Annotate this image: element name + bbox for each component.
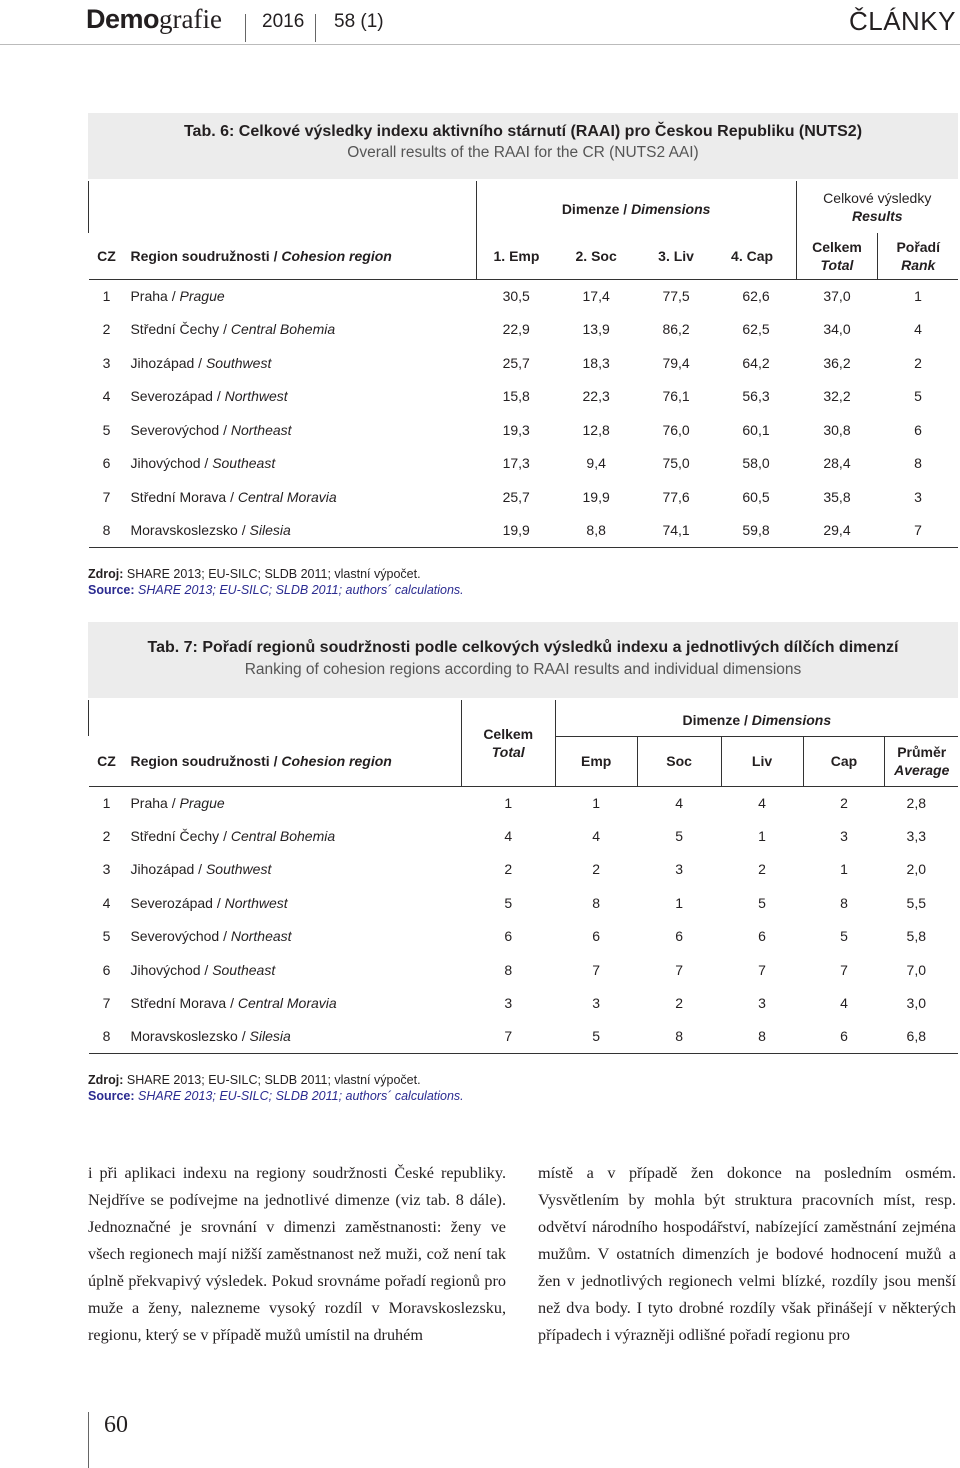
cell-emp: 4: [592, 828, 601, 845]
footer-divider: [88, 1412, 89, 1468]
t7-col-avg: [885, 736, 958, 786]
cell-liv: 1: [758, 828, 766, 845]
cell-soc: 5: [675, 828, 683, 845]
region-name-cz: Střední Morava /: [130, 995, 238, 1012]
section-title: ČLÁNKY: [848, 6, 956, 36]
region-name-en: Southwest: [205, 861, 272, 878]
cell-total: 2: [504, 861, 513, 878]
journal-logo: [86, 4, 222, 35]
row-number: 7: [102, 488, 111, 505]
t7-dim-en: Dimensions: [751, 711, 832, 728]
source-text: SHARE 2013; EU-SILC; SLDB 2011; vlastní výpočet.: [123, 1073, 421, 1087]
cell-total: 37,0: [823, 288, 851, 304]
region-name: [124, 480, 476, 514]
table-row: [89, 480, 959, 514]
cell-total: 32,2: [823, 388, 851, 405]
header-divider: [245, 14, 246, 42]
page-number: 60: [104, 1412, 128, 1438]
cell-liv: 75,0: [662, 455, 690, 472]
logo-light: grafie: [159, 4, 222, 34]
source-text: SHARE 2013; EU-SILC; SLDB 2011; authors´ calculations.: [134, 1089, 464, 1103]
table6-source: [88, 566, 464, 598]
t7-col-total: [461, 700, 555, 786]
t7-col-soc: Soc: [637, 736, 721, 786]
t7-col-liv: Liv: [721, 736, 803, 786]
region-name-en: Northwest: [224, 894, 288, 911]
table7-body: [89, 786, 959, 1053]
table6-source-cz: [88, 566, 464, 582]
region-name-en: Southeast: [212, 961, 276, 978]
region-name-en: Silesia: [249, 522, 291, 538]
table-row: [89, 853, 959, 886]
cell-emp: 15,8: [502, 388, 530, 405]
results-cz: Celkové výsledky: [823, 190, 932, 206]
source-text: SHARE 2013; EU-SILC; SLDB 2011; vlastní výpočet.: [123, 567, 421, 581]
t7-total-cz: Celkem: [483, 725, 534, 742]
cell-liv: 76,1: [662, 388, 690, 405]
col-total: [796, 233, 878, 279]
table7-source-cz: [88, 1072, 464, 1088]
row-number: 4: [102, 388, 111, 405]
cell-cap: 8: [840, 894, 848, 911]
col-total-cz: Celkem: [812, 238, 862, 255]
logo-bold: Demo: [86, 4, 160, 34]
cell-emp: 2: [592, 861, 601, 878]
col-soc: 2. Soc: [556, 233, 636, 279]
region-name-cz: Střední Čechy /: [130, 321, 231, 338]
cell-soc: 13,9: [582, 321, 610, 338]
cell-total: 8: [504, 961, 513, 978]
table6: [88, 181, 958, 548]
row-number: 2: [102, 321, 111, 338]
cell-liv: 3: [758, 995, 766, 1012]
cell-avg: 3,3: [906, 828, 926, 845]
col-region: [124, 233, 476, 279]
cell-cap: 4: [840, 995, 848, 1012]
row-number: 5: [102, 421, 111, 438]
cell-cap: 58,0: [742, 455, 770, 472]
cell-emp: 8: [592, 894, 601, 911]
region-name-en: Silesia: [249, 1028, 291, 1045]
region-name-en: Northeast: [230, 928, 292, 945]
row-number: 6: [102, 961, 111, 978]
region-name: [124, 819, 461, 852]
cell-cap: 7: [840, 961, 848, 978]
region-name-cz: Moravskoslezsko /: [130, 1028, 250, 1045]
row-number: 8: [89, 1020, 125, 1053]
body-column-left: i při aplikaci indexu na regiony soudržnosti České republiky. Nejdříve se podívejme na jednotlivé dimenze (viz tab. 8 dále). Jednoznačné je srovnání v dimenzi zaměstnanosti: ženy ve všech regionech mají nižší zaměstnanost než muži, což není tak úplně překvapivý výsledek. Pokud srovnáme pořadí regionů pro muže a ženy, nalezneme vysoký rozdíl v Moravskoslezsku, regionu, který se v případě mužů umístil na druhém: [88, 1164, 506, 1344]
col-rank-cz: Pořadí: [896, 238, 941, 255]
cell-emp: 19,3: [502, 421, 530, 438]
region-name-cz: Jihovýchod /: [130, 455, 213, 472]
cell-soc: 12,8: [582, 421, 610, 438]
region-name: [124, 986, 461, 1019]
source-label: Zdroj:: [88, 1073, 124, 1087]
region-name-en: Southwest: [205, 354, 272, 371]
region-name: [124, 346, 476, 380]
cell-cap: 5: [840, 928, 848, 945]
region-name: [124, 447, 476, 481]
region-name-cz: Moravskoslezsko /: [130, 522, 250, 538]
t7-dimensions-header: [555, 700, 958, 736]
cell-soc: 8: [637, 1020, 721, 1053]
region-name-en: Central Moravia: [237, 488, 337, 505]
t7-region-cz: Region soudružnosti /: [130, 752, 282, 769]
region-name-en: Central Bohemia: [230, 321, 336, 338]
row-number: 8: [89, 514, 125, 548]
cell-emp: 17,3: [502, 455, 530, 472]
col-cz: CZ: [89, 233, 125, 279]
cell-liv: 2: [758, 861, 766, 878]
cell-liv: 77,6: [662, 488, 690, 505]
region-name-cz: Střední Čechy /: [130, 828, 231, 845]
cell-soc: 18,3: [582, 354, 610, 371]
cell-avg: 3,0: [906, 995, 926, 1012]
cell-soc: 4: [675, 794, 683, 811]
region-name-en: Prague: [179, 794, 225, 811]
region-name: [124, 853, 461, 886]
table-row: [89, 514, 959, 548]
t7-dim-cz: Dimenze /: [682, 711, 752, 728]
cell-rank: 5: [914, 388, 922, 405]
cell-total: 4: [504, 828, 513, 845]
row-number: 1: [102, 794, 111, 811]
cell-emp: 30,5: [502, 288, 530, 304]
table7-source-en: [88, 1088, 464, 1104]
region-name-en: Northeast: [230, 421, 292, 438]
table-row: [89, 920, 959, 953]
region-name: [124, 380, 476, 414]
region-name: [124, 279, 476, 313]
t7-col-cz: CZ: [89, 736, 125, 786]
table7-caption: [88, 622, 958, 698]
region-name-cz: Jihozápad /: [130, 861, 206, 878]
cell-soc: 6: [675, 928, 683, 945]
cell-avg: 5,8: [906, 928, 926, 945]
t7-total-en: Total: [491, 743, 525, 760]
region-name: [124, 786, 461, 819]
row-number: 1: [102, 288, 111, 304]
table-row: [89, 953, 959, 986]
cell-rank: 3: [914, 488, 922, 505]
cell-total: 34,0: [823, 321, 851, 338]
table-row: [89, 786, 959, 819]
cell-cap: 2: [840, 794, 848, 811]
table-row: [89, 986, 959, 1019]
table-row: [89, 313, 959, 347]
table-row: [89, 886, 959, 919]
cell-avg: 5,5: [906, 894, 926, 911]
table7-source: [88, 1072, 464, 1104]
row-number: 6: [102, 455, 111, 472]
cell-liv: 76,0: [662, 421, 690, 438]
cell-rank: 7: [878, 514, 958, 548]
region-name-en: Central Moravia: [237, 995, 337, 1012]
cell-soc: 2: [675, 995, 683, 1012]
cell-cap: 62,5: [742, 321, 770, 338]
t7-region-en: Cohesion region: [281, 752, 392, 769]
dim-en: Dimensions: [631, 201, 711, 217]
col-total-en: Total: [820, 256, 854, 273]
source-label: Source:: [88, 583, 135, 597]
region-name-en: Prague: [179, 288, 225, 304]
table6-results-header: [796, 181, 958, 233]
cell-total: 35,8: [823, 488, 851, 505]
cell-rank: 4: [914, 321, 922, 338]
region-name-en: Southeast: [212, 455, 276, 472]
body-column-right: místě a v případě žen dokonce na posledním osmém. Vysvětlením by mohla být struktura pracovních míst, resp. odvětví národního hospodářství, nabízející zaměstnání zejména mužům. V ostatních dimenzích je bodové hodnocení mužů a žen v jednotlivých regionech velmi blízké, rozdíly jsou menší než dva body. I tyto drobné rozdíly však přinášejí v některých případech i výrazněji odlišné pořadí regionu pro: [538, 1164, 956, 1344]
table6-caption-cz: Tab. 6: Celkové výsledky indexu aktivního stárnutí (RAAI) pro Českou Republiku (NUTS2): [183, 123, 863, 140]
cell-cap: 60,5: [742, 488, 770, 505]
cell-liv: 6: [758, 928, 766, 945]
t7-col-region: [124, 736, 461, 786]
cell-total: 6: [504, 928, 513, 945]
cell-total: 29,4: [796, 514, 878, 548]
cell-liv: 8: [721, 1020, 803, 1053]
table-row: [89, 346, 959, 380]
source-text: SHARE 2013; EU-SILC; SLDB 2011; authors´ calculations.: [134, 583, 464, 597]
header-rule: [0, 44, 960, 45]
table6-body: [89, 279, 959, 547]
region-name-cz: Severozápad /: [130, 388, 225, 405]
row-number: 3: [102, 861, 111, 878]
region-name: [124, 886, 461, 919]
row-number: 7: [102, 995, 111, 1012]
header-year: 2016: [262, 11, 305, 32]
row-number: 4: [102, 894, 111, 911]
region-name-cz: Praha /: [130, 288, 180, 304]
col-region-en: Cohesion region: [281, 247, 392, 264]
cell-cap: 64,2: [742, 354, 770, 371]
table7-caption-cz: Tab. 7: Pořadí regionů soudržnosti podle celkových výsledků indexu a jednotlivých dílčích dimenzí: [147, 639, 899, 656]
cell-avg: 7,0: [906, 961, 926, 978]
t7-col-emp: Emp: [555, 736, 637, 786]
cell-total: 28,4: [823, 455, 851, 472]
cell-cap: 1: [840, 861, 848, 878]
cell-soc: 1: [675, 894, 683, 911]
region-name: [124, 1020, 461, 1053]
table6-caption-en: Overall results of the RAAI for the CR (NUTS2 AAI): [347, 144, 699, 161]
cell-rank: 1: [914, 288, 922, 304]
cell-cap: 62,6: [742, 288, 770, 304]
cell-soc: 19,9: [582, 488, 610, 505]
cell-emp: 5: [555, 1020, 637, 1053]
table-row: [89, 413, 959, 447]
cell-total: 5: [504, 894, 513, 911]
cell-soc: 22,3: [582, 388, 610, 405]
cell-avg: 6,8: [885, 1020, 958, 1053]
region-name: [124, 413, 476, 447]
region-name-cz: Střední Morava /: [130, 488, 238, 505]
region-name-en: Central Bohemia: [230, 828, 336, 845]
results-en: Results: [851, 208, 903, 224]
t7-avg-cz: Průměr: [897, 744, 947, 760]
region-name-cz: Praha /: [130, 794, 180, 811]
cell-cap: 3: [840, 828, 848, 845]
cell-total: 7: [461, 1020, 555, 1053]
cell-emp: 7: [592, 961, 601, 978]
table-row: [89, 279, 959, 313]
table6-dimensions-header: [476, 181, 796, 233]
cell-soc: 9,4: [586, 455, 606, 472]
region-name: [124, 920, 461, 953]
table-row: [89, 447, 959, 481]
cell-emp: 6: [592, 928, 601, 945]
col-cap: 4. Cap: [716, 233, 796, 279]
row-number: 5: [102, 928, 111, 945]
cell-avg: 2,0: [906, 861, 926, 878]
region-name-en: Northwest: [224, 388, 288, 405]
dim-cz: Dimenze /: [561, 201, 632, 217]
row-number: 3: [102, 354, 111, 371]
cell-cap: 6: [803, 1020, 885, 1053]
cell-cap: 59,8: [716, 514, 796, 548]
header-volume: 58 (1): [334, 11, 384, 32]
region-name-cz: Severozápad /: [130, 894, 225, 911]
cell-rank: 2: [914, 354, 922, 371]
t7-avg-en: Average: [894, 762, 950, 778]
cell-soc: 7: [675, 961, 683, 978]
col-region-cz: Region soudružnosti /: [130, 247, 282, 264]
region-name-cz: Jihozápad /: [130, 354, 206, 371]
cell-avg: 2,8: [906, 794, 926, 811]
cell-rank: 8: [914, 455, 922, 472]
cell-liv: 4: [758, 794, 766, 811]
cell-liv: 79,4: [662, 354, 690, 371]
cell-total: 30,8: [823, 421, 851, 438]
cell-total: 36,2: [823, 354, 851, 371]
table-row: [89, 380, 959, 414]
source-label: Source:: [88, 1089, 135, 1103]
cell-emp: 25,7: [502, 354, 530, 371]
cell-soc: 17,4: [582, 288, 610, 304]
col-rank: [878, 233, 958, 279]
cell-emp: 19,9: [476, 514, 556, 548]
page-header: [0, 0, 960, 42]
table7: [88, 700, 958, 1054]
cell-soc: 8,8: [556, 514, 636, 548]
cell-liv: 77,5: [662, 288, 690, 304]
header-divider: [315, 14, 316, 42]
table-row: [89, 1020, 959, 1053]
region-name: [124, 514, 476, 548]
row-number: 2: [102, 828, 111, 845]
cell-total: 1: [504, 794, 513, 811]
table7-caption-en: Ranking of cohesion regions according to RAAI results and individual dimensions: [244, 661, 802, 678]
region-name-cz: Severovýchod /: [130, 421, 231, 438]
region-name: [124, 953, 461, 986]
cell-liv: 86,2: [662, 321, 690, 338]
cell-emp: 25,7: [502, 488, 530, 505]
source-label: Zdroj:: [88, 567, 124, 581]
cell-cap: 56,3: [742, 388, 770, 405]
cell-emp: 1: [592, 794, 601, 811]
cell-total: 3: [504, 995, 513, 1012]
region-name: [124, 313, 476, 347]
cell-liv: 5: [758, 894, 766, 911]
region-name-cz: Severovýchod /: [130, 928, 231, 945]
region-name-cz: Jihovýchod /: [130, 961, 213, 978]
cell-emp: 3: [592, 995, 601, 1012]
cell-liv: 74,1: [636, 514, 716, 548]
table6-caption: [88, 113, 958, 179]
col-emp: 1. Emp: [476, 233, 556, 279]
col-rank-en: Rank: [901, 256, 936, 273]
table-row: [89, 819, 959, 852]
col-liv: 3. Liv: [636, 233, 716, 279]
cell-rank: 6: [914, 421, 922, 438]
cell-cap: 60,1: [742, 421, 770, 438]
table6-source-en: [88, 582, 464, 598]
t7-col-cap: Cap: [803, 736, 885, 786]
cell-emp: 22,9: [502, 321, 530, 338]
cell-liv: 7: [758, 961, 766, 978]
cell-soc: 3: [675, 861, 683, 878]
